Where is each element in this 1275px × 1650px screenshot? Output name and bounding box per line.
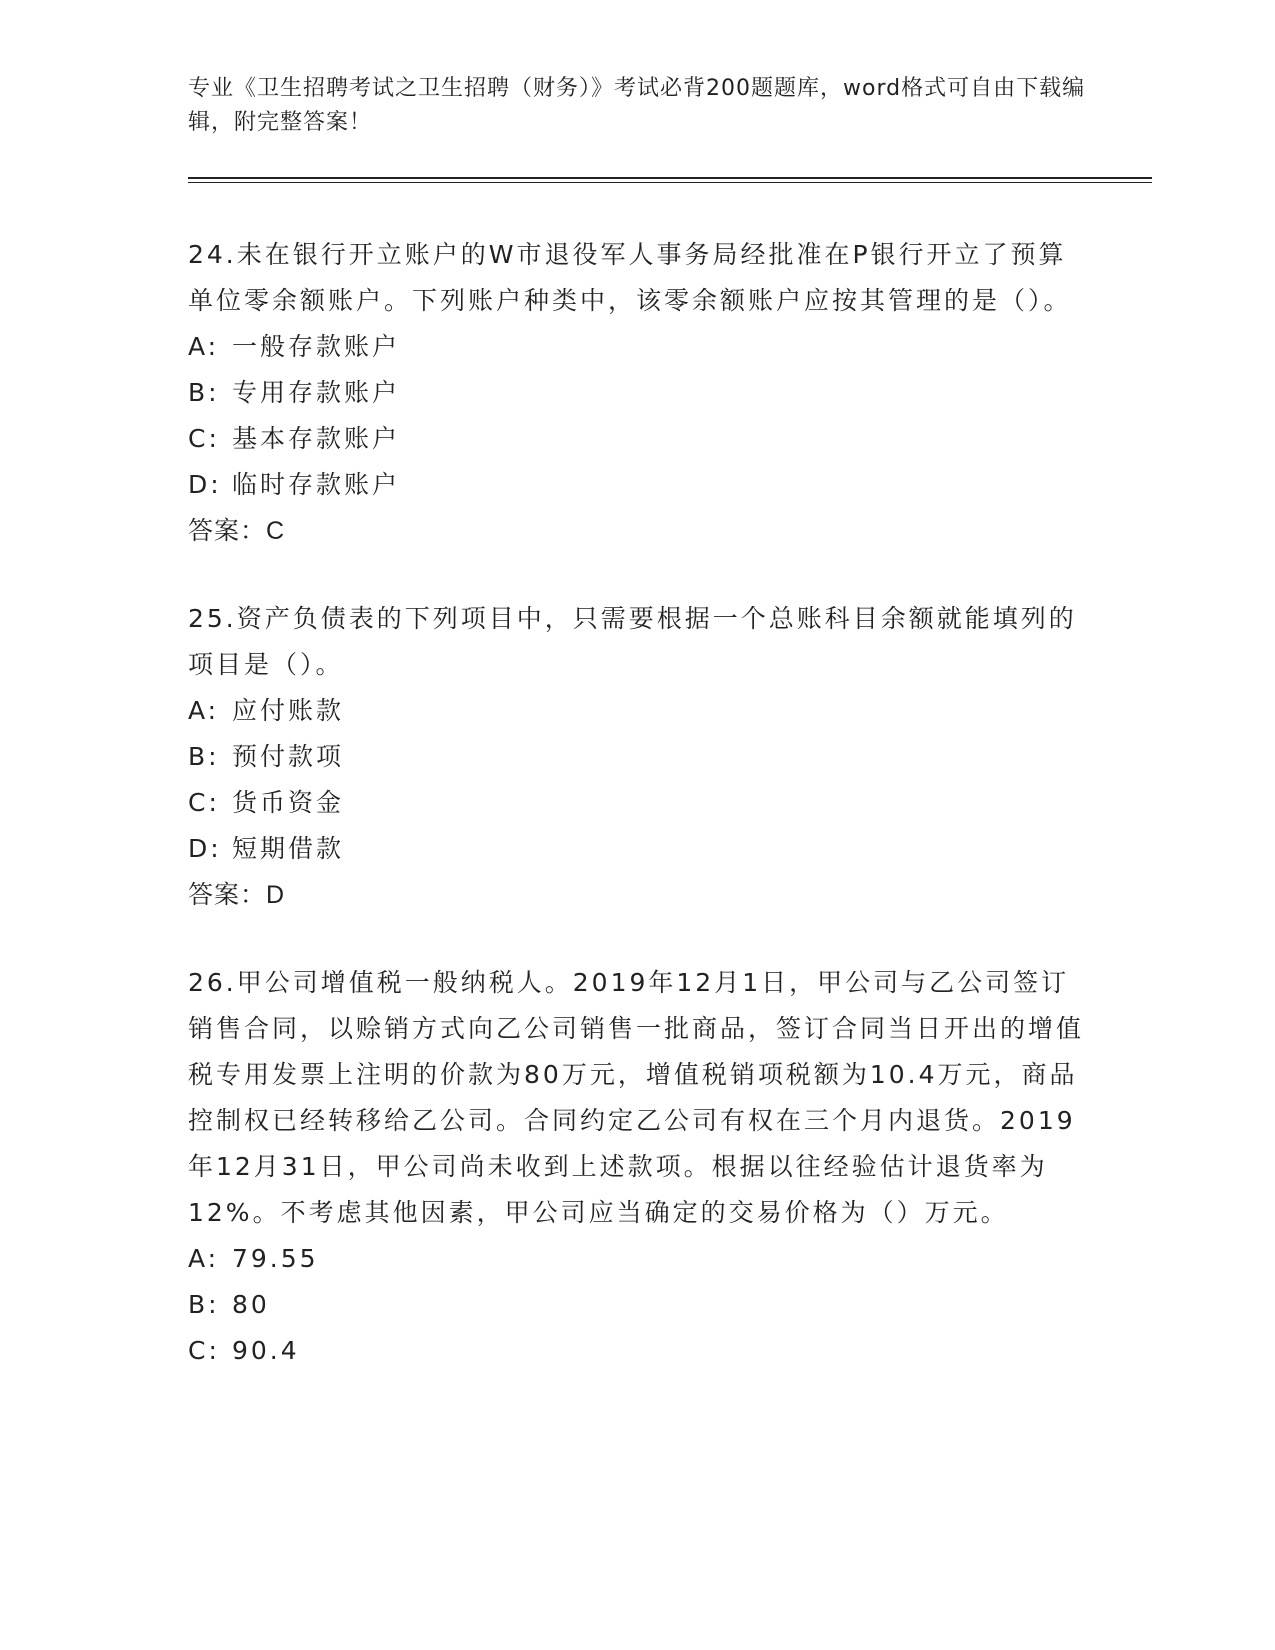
option-text: 应付账款 [232,696,345,725]
option-a [188,688,1088,734]
answer-line: 答案：C [188,517,286,545]
answer-line: 答案：D [188,881,286,909]
header-divider-thick [188,177,1152,179]
option-key: B: [188,378,220,407]
option-a [188,1236,1088,1282]
option-d [188,462,1088,508]
option-text: 货币资金 [232,788,345,817]
option-key: B: [188,742,220,771]
question-stem: 24.未在银行开立账户的W市退役军人事务局经批准在P银行开立了预算单位零余额账户。下列账户种类中，该零余额账户应按其管理的是（）。 [188,240,1072,315]
option-text: 基本存款账户 [232,424,401,453]
option-key: A: [188,332,220,361]
question-stem: 25.资产负债表的下列项目中，只需要根据一个总账科目余额就能填列的项目是（）。 [188,604,1077,679]
question-stem: 26.甲公司增值税一般纳税人。2019年12月1日，甲公司与乙公司签订销售合同，以赊销方式向乙公司销售一批商品，签订合同当日开出的增值税专用发票上注明的价款为80万元，增值税销项税额为10.4万元，商品控制权已经转移给乙公司。合同约定乙公司有权在三个月内退货。2019年12月31日，甲公司尚未收到上述款项。根据以往经验估计退货率为12%。不考虑其他因素，甲公司应当确定的交易价格为（）万元。 [188,968,1085,1227]
document-header: 专业《卫生招聘考试之卫生招聘（财务）》考试必背200题题库，word格式可自由下载编辑，附完整答案！ [188,76,1086,135]
question-list [188,232,1088,1416]
option-a [188,324,1088,370]
option-b [188,370,1088,416]
header-divider-thin [188,182,1152,183]
option-key: C: [188,424,220,453]
question-26 [188,960,1088,1374]
option-key: A: [188,696,220,725]
option-text: 79.55 [232,1244,319,1273]
option-key: D: [188,470,222,499]
option-text: 一般存款账户 [232,332,401,361]
question-25 [188,596,1088,918]
option-key: C: [188,788,220,817]
option-text: 90.4 [232,1336,300,1365]
option-b [188,1282,1088,1328]
option-key: B: [188,1290,220,1319]
option-c [188,780,1088,826]
option-b [188,734,1088,780]
option-text: 专用存款账户 [232,378,401,407]
option-text: 短期借款 [232,834,345,863]
option-text: 临时存款账户 [232,470,401,499]
option-c [188,416,1088,462]
option-text: 预付款项 [232,742,345,771]
option-key: C: [188,1336,220,1365]
option-text: 80 [232,1290,270,1319]
question-24 [188,232,1088,554]
option-key: A: [188,1244,220,1273]
option-d [188,826,1088,872]
option-key: D: [188,834,222,863]
option-c [188,1328,1088,1374]
